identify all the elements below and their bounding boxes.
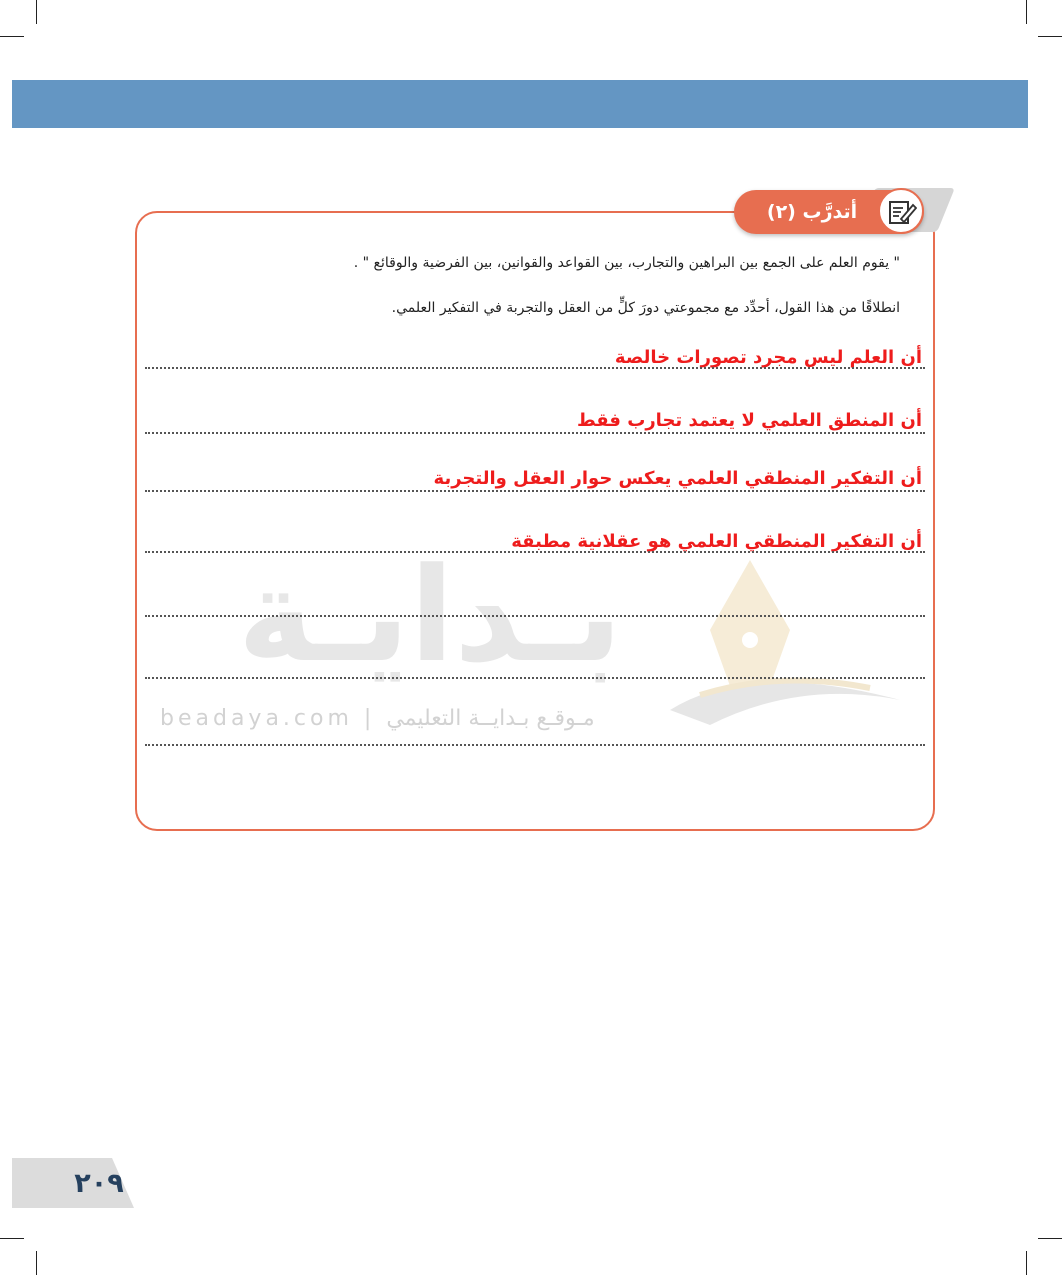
answer-line-4: أن التفكير المنطقي العلمي هو عقلانية مطبقة	[511, 531, 922, 552]
dotted-line	[145, 744, 925, 746]
dotted-line	[145, 677, 925, 679]
edit-note-icon	[878, 188, 924, 234]
instruction-text: انطلاقًا من هذا القول، أحدِّد مع مجموعتي دورَ كلٍّ من العقل والتجربة في التفكير العلمي.	[391, 300, 900, 316]
crop-mark	[1026, 1251, 1027, 1275]
header-band	[12, 80, 1028, 128]
answer-line-3: أن التفكير المنطقي العلمي يعكس حوار العقل والتجربة	[433, 468, 922, 489]
exercise-badge	[734, 186, 954, 236]
page-number: ٢٠٩	[74, 1168, 124, 1199]
watermark-logo-text: بـدايـة	[237, 539, 623, 691]
answer-line-2: أن المنطق العلمي لا يعتمد تجارب فقط	[576, 410, 922, 431]
crop-mark	[0, 36, 24, 37]
dotted-line	[145, 432, 925, 434]
watermark-subtitle: beadaya.com | مـوقـع بـدايــة التعليمي	[160, 706, 595, 731]
crop-mark	[1038, 1238, 1062, 1239]
dotted-line	[145, 367, 925, 369]
dotted-line	[145, 551, 925, 553]
crop-mark	[0, 1238, 24, 1239]
crop-mark	[36, 1251, 37, 1275]
exercise-title: أتدرَّب (٢)	[766, 201, 858, 223]
dotted-line	[145, 490, 925, 492]
quote-text: " يقوم العلم على الجمع بين البراهين والتجارب، بين القواعد والقوانين، بين الفرضية والوقائع " .	[353, 255, 900, 271]
crop-mark	[1026, 0, 1027, 24]
answer-line-1: أن العلم ليس مجرد تصورات خالصة	[614, 347, 922, 368]
crop-mark	[36, 0, 37, 24]
dotted-line	[145, 615, 925, 617]
crop-mark	[1038, 36, 1062, 37]
